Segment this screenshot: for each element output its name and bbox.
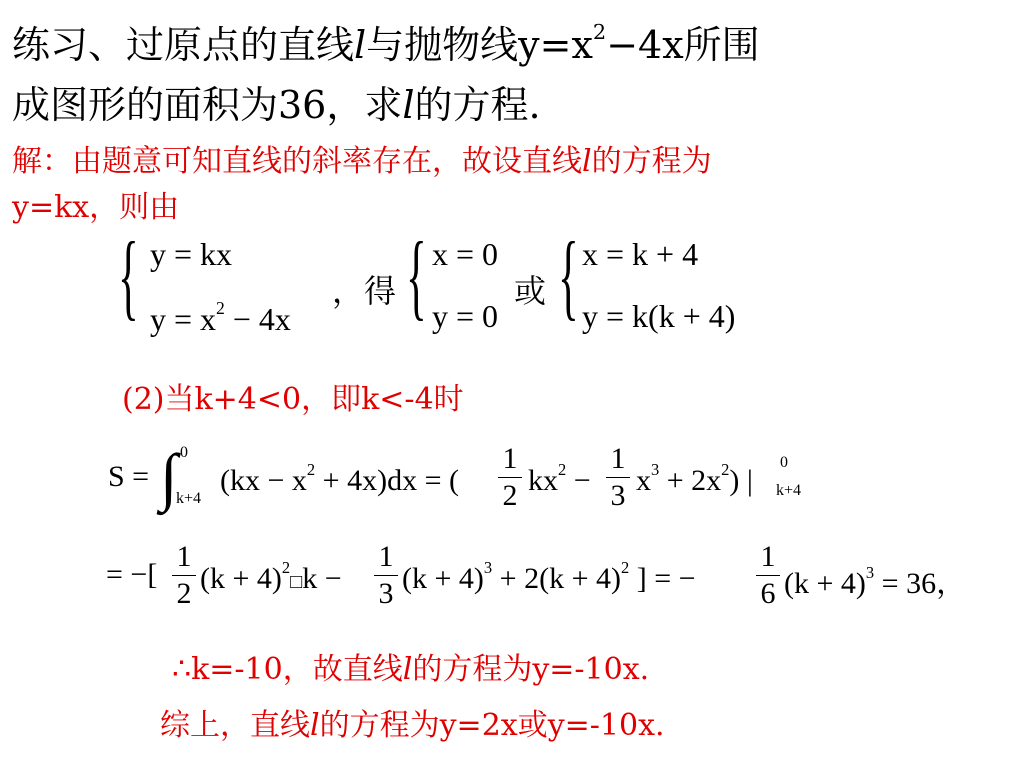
int-sq: 2 (306, 460, 316, 479)
l2p5: (k + 4) (784, 567, 866, 600)
question-line-2 (12, 74, 541, 129)
q1-c: −4x所围 (606, 23, 760, 67)
therefore-line (172, 644, 649, 688)
int-kx (528, 460, 591, 498)
sys1-r2a: y = x (150, 300, 217, 337)
l2f2d: 3 (378, 577, 394, 610)
l2box: □ (290, 570, 303, 593)
l2-part3 (784, 558, 966, 602)
t-l: l (402, 652, 413, 687)
q1-a: 练习、过原点的直线 (12, 23, 355, 67)
l2f2n: 1 (378, 540, 394, 573)
kx: kx (528, 463, 558, 497)
f1d: 2 (502, 479, 518, 512)
sq3: 2 (721, 460, 730, 479)
l2f1d: 2 (176, 577, 192, 610)
l2k: k − (302, 561, 342, 595)
l2f3n: 1 (760, 540, 776, 573)
l2p2sup: 3 (483, 558, 493, 577)
s1-b: 的方程为 (591, 144, 712, 179)
q1-l: l (354, 23, 367, 67)
x3: x (636, 463, 651, 497)
eval-lower: k+4 (776, 482, 802, 499)
f2-bar (606, 477, 630, 478)
question-line-1 (12, 14, 760, 69)
system1-row1: y = kx (150, 236, 233, 272)
s1-l: l (582, 144, 592, 179)
solution-intro-1 (12, 136, 712, 180)
s1-a: 解：由题意可知直线的斜率存在，故设直线 (12, 144, 582, 179)
f1-bar (498, 477, 522, 478)
conclusion-line (160, 700, 665, 744)
q1-sup: 2 (592, 20, 607, 45)
int-rest (636, 460, 753, 498)
int-b2: + 4x)dx = ( (315, 463, 459, 497)
f1n: 1 (502, 442, 518, 475)
comma-de: ，得 (332, 272, 397, 310)
t-a: ∴k=-10，故直线 (172, 652, 403, 687)
eval-upper: 0 (780, 454, 788, 471)
q2-a: 成图形的面积为36，求 (12, 83, 403, 127)
l2f3d: 6 (760, 577, 776, 610)
kx-sq: 2 (558, 460, 567, 479)
cube: 3 (651, 460, 660, 479)
q1-b: 与抛物线y=x (366, 23, 593, 67)
system1-brace: { (118, 222, 139, 329)
q2-b: 的方程. (414, 83, 541, 127)
frac-1-3a (606, 442, 630, 513)
l2p2: (k + 4) (402, 561, 484, 595)
solution-intro-2: y=kx，则由 (12, 190, 180, 225)
f2d: 3 (610, 479, 626, 512)
frac-1-6 (756, 540, 780, 611)
int-b1: (kx − x (220, 463, 307, 497)
int-S: S = (108, 460, 150, 493)
huo: 或 (514, 272, 547, 310)
q2-l: l (402, 83, 415, 127)
system2-row2: y = 0 (432, 298, 499, 334)
c-a: 综上，直线 (160, 708, 310, 743)
int-body (220, 460, 459, 498)
l2f3-bar (756, 575, 780, 576)
system3-brace: { (558, 222, 579, 329)
int-lower: k+4 (176, 490, 202, 507)
l2p1sup: 2 (281, 558, 291, 577)
frac-1-2b (172, 540, 196, 611)
close: ) | (729, 463, 753, 497)
l2f1-bar (172, 575, 196, 576)
system1-row2 (150, 298, 291, 338)
l2p4: ] = − (629, 561, 696, 595)
c-b: 的方程为y=2x或y=-10x. (319, 708, 665, 743)
l2-part1 (200, 558, 342, 596)
f2n: 1 (610, 442, 626, 475)
frac-1-3b (374, 540, 398, 611)
l2p3: + 2(k + 4) (492, 561, 621, 595)
l2-part2 (402, 558, 696, 596)
l2p3sup: 2 (620, 558, 630, 577)
c-l: l (310, 708, 320, 743)
system3-row2: y = k(k + 4) (582, 298, 736, 334)
sys1-sup: 2 (216, 298, 225, 318)
l2f2-bar (374, 575, 398, 576)
sys1-r2b: − 4x (224, 300, 291, 337)
system2-row1: x = 0 (432, 236, 499, 272)
integral-sign: ∫ (160, 441, 178, 512)
l2p6: = 36， (874, 567, 967, 600)
int-upper: 0 (180, 444, 188, 461)
l2-start: = −[ (106, 558, 158, 591)
system2-brace: { (406, 222, 427, 329)
plus2x: + 2x (659, 463, 722, 497)
t-b: 的方程为y=-10x. (412, 652, 650, 687)
frac-1-2a (498, 442, 522, 513)
l2f1n: 1 (176, 540, 192, 573)
system3-row1: x = k + 4 (582, 236, 699, 272)
l2p1: (k + 4) (200, 561, 282, 595)
l2p5sup: 3 (865, 563, 875, 583)
minus: − (566, 463, 591, 497)
case2-heading: (2)当k+4<0，即k<-4时 (122, 382, 464, 417)
